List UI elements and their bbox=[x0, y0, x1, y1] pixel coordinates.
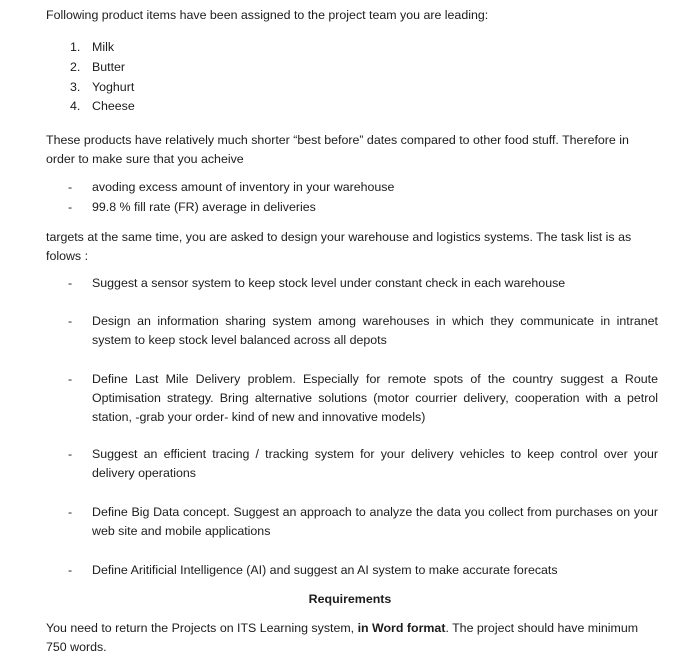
targets-paragraph: targets at the same time, you are asked to design your warehouse and logistics systems. The task list is as folows : bbox=[46, 230, 632, 263]
product-item-milk bbox=[70, 38, 114, 57]
task-text: Suggest a sensor system to keep stock level under constant check in each warehouse bbox=[92, 276, 566, 290]
requirements-text-end: . The project should have minimum 750 words. bbox=[46, 621, 639, 654]
task-item bbox=[68, 503, 658, 541]
task-item bbox=[68, 445, 658, 483]
product-number: 4. bbox=[70, 99, 81, 113]
product-label: Cheese bbox=[92, 99, 135, 113]
list-dash: - bbox=[68, 180, 73, 194]
list-dash: - bbox=[68, 276, 73, 290]
product-label: Butter bbox=[92, 60, 126, 74]
product-label: Yoghurt bbox=[92, 80, 135, 94]
goal-item bbox=[68, 178, 658, 197]
product-label: Milk bbox=[92, 40, 115, 54]
task-text: Design an information sharing system among warehouses in which they communicate in intranet system to keep stock level balanced across all depots bbox=[92, 314, 658, 347]
requirements-heading: Requirements bbox=[308, 592, 392, 606]
list-dash: - bbox=[68, 314, 73, 328]
list-dash: - bbox=[68, 200, 73, 214]
list-dash: - bbox=[68, 372, 73, 386]
product-number: 3. bbox=[70, 80, 81, 94]
context-paragraph: These products have relatively much shorter “best before” dates compared to other food stuff. Therefore in order to make sure that you acheive bbox=[46, 133, 629, 166]
task-item bbox=[68, 274, 658, 293]
goal-text: 99.8 % fill rate (FR) average in deliveries bbox=[92, 200, 316, 214]
task-text: Define Big Data concept. Suggest an approach to analyze the data you collect from purchases on your web site and mobile applications bbox=[92, 505, 658, 538]
goal-text: avoding excess amount of inventory in your warehouse bbox=[92, 180, 395, 194]
intro-paragraph: Following product items have been assigned to the project team you are leading: bbox=[46, 8, 489, 22]
task-text: Define Aritificial Intelligence (AI) and suggest an AI system to make accurate forecats bbox=[92, 563, 558, 577]
list-dash: - bbox=[68, 505, 73, 519]
task-item bbox=[68, 370, 658, 427]
task-item bbox=[68, 561, 658, 580]
list-dash: - bbox=[68, 447, 73, 461]
task-item bbox=[68, 312, 658, 350]
product-number: 2. bbox=[70, 60, 81, 74]
task-text: Define Last Mile Delivery problem. Especially for remote spots of the country suggest a Route Optimisation strategy. Bring alternative solutions (motor courrier delivery, cooperation with a petrol station, -grab your order- kind of new and innovative models) bbox=[92, 372, 658, 424]
product-item-butter bbox=[70, 58, 125, 77]
requirements-text-start: You need to return the Projects on ITS Learning system, bbox=[46, 621, 358, 635]
list-dash: - bbox=[68, 563, 73, 577]
goal-item bbox=[68, 198, 658, 217]
product-item-cheese bbox=[70, 97, 135, 116]
task-text: Suggest an efficient tracing / tracking system for your delivery vehicles to keep control over your delivery operations bbox=[92, 447, 658, 480]
requirements-paragraph bbox=[46, 619, 658, 657]
product-item-yoghurt bbox=[70, 78, 134, 97]
product-number: 1. bbox=[70, 40, 81, 54]
requirements-format-emphasis: in Word format bbox=[357, 621, 446, 635]
